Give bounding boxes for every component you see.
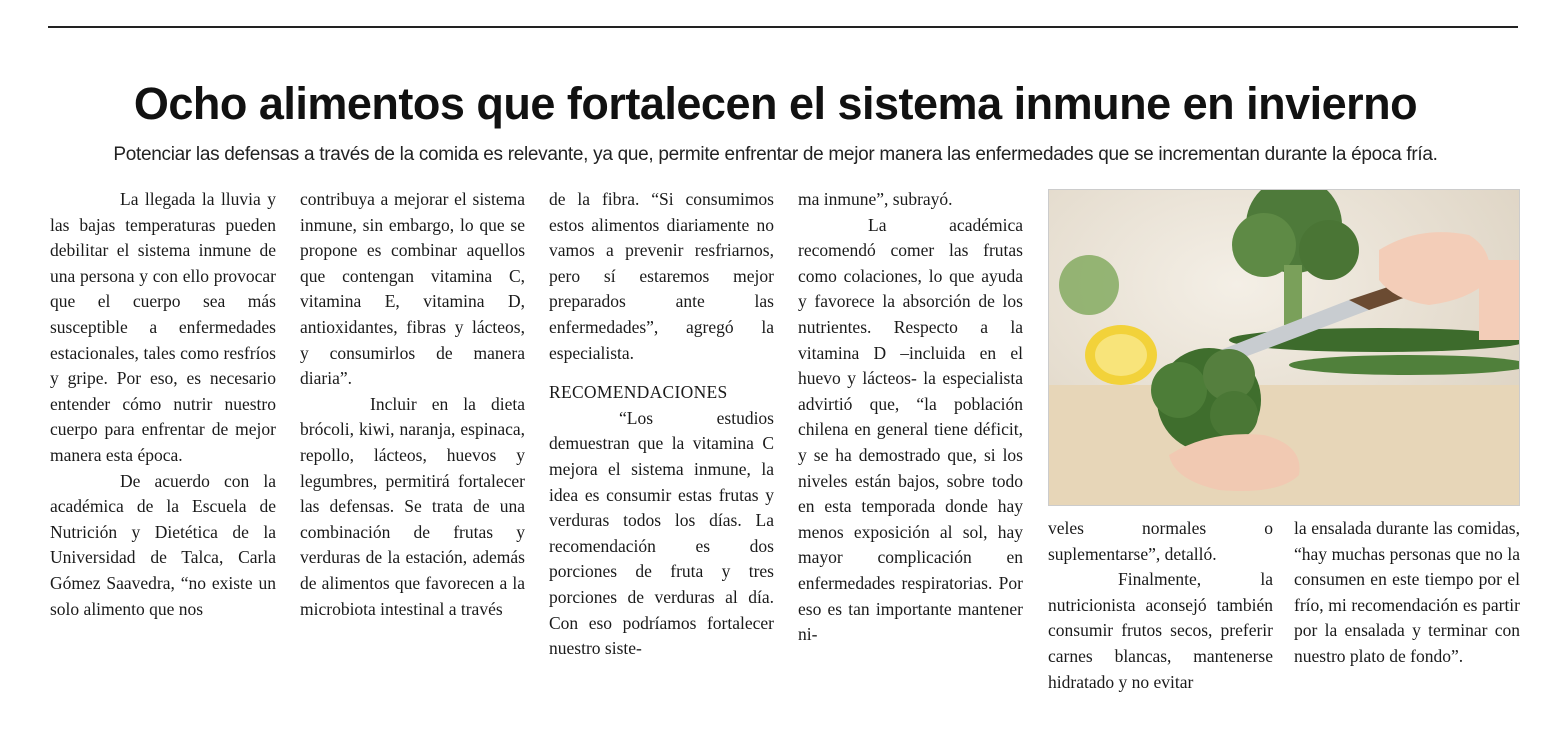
- paragraph-continuation: contribuya a mejorar el sistema inmune, sin embargo, lo que se propone es combinar aquellos que contengan vitamina C, vitamina E, vitamina D, antioxidantes, fibras y lácteos, y consumirlos de manera diaria”.: [300, 189, 525, 389]
- paragraph-continuation: veles normales o suplementarse”, detalló.: [1048, 518, 1273, 564]
- paragraph: La académica recomendó comer las frutas como colaciones, lo que ayuda y favorece la absorción de los nutrientes. Respecto a la vitamina D –incluida en el huevo y lácteos- la especialista advirtió que, “la población chilena en general tiene déficit, y se ha demostrado que, si los niveles están bajos, sobre todo en esta temporada donde hay menos exposición al sol, hay mayor complicación en enfermedades respiratorias. Por eso es tan importante mantener ni-: [798, 214, 1023, 645]
- paragraph: Finalmente, la nutricionista aconsejó también consumir frutos secos, preferir carnes blancas, mantenerse hidratado y no evitar: [1048, 569, 1273, 692]
- subheadline: Potenciar las defensas a través de la comida es relevante, ya que, permite enfrentar de mejor manera las enfermedades que se incrementan durante la época fría.: [113, 144, 1438, 165]
- top-rule: [48, 26, 1518, 28]
- article-photo: [1048, 189, 1520, 506]
- column-1: [50, 187, 276, 717]
- paragraph: Incluir en la dieta brócoli, kiwi, naranja, espinaca, repollo, lácteos, huevos y legumbres, permitirá fortalecer las defensas. Se trata de una combinación de frutas y verduras de la estación, además de alimentos que favorecen a la microbiota intestinal a través: [300, 393, 525, 619]
- paragraph-continuation: la ensalada durante las comidas, “hay muchas personas que no la consumen en este tiempo por el frío, mi recomendación es partir por la ensalada y terminar con nuestro plato de fondo”.: [1294, 518, 1520, 666]
- column-3: [549, 187, 774, 717]
- section-heading: RECOMENDACIONES: [549, 382, 728, 403]
- column-4: [798, 187, 1023, 717]
- paragraph: La llegada la lluvia y las bajas temperaturas pueden debilitar el sistema inmune de una persona y con ello provocar que el cuerpo sea más susceptible a enfermedades estacionales, tales como resfríos y gripe. Por eso, es necesario entender cómo nutrir nuestro cuerpo para enfrentar de mejor manera esta época.: [50, 189, 276, 465]
- column-6: [1294, 516, 1520, 722]
- headline: Ocho alimentos que fortalecen el sistema inmune en invierno: [133, 78, 1418, 129]
- paragraph: De acuerdo con la académica de la Escuela de Nutrición y Dietética de la Universidad de Talca, Carla Gómez Saavedra, “no existe un solo alimento que nos: [50, 470, 276, 619]
- column-2: [300, 187, 525, 717]
- column-5: [1048, 516, 1273, 722]
- paragraph-continuation: ma inmune”, subrayó.: [798, 189, 953, 209]
- paragraph: “Los estudios demuestran que la vitamina C mejora el sistema inmune, la idea es consumir estas frutas y verduras todos los días. La recomendación es dos porciones de fruta y tres porciones de verduras al día. Con eso podríamos fortalecer nuestro siste-: [549, 407, 774, 659]
- paragraph-continuation: de la fibra. “Si consumimos estos alimentos diariamente no vamos a prevenir resfriarnos, pero sí estaremos mejor preparados ante las enfermedades”, agregó la especialista.: [549, 189, 774, 363]
- broccoli-knife-illustration: [1049, 190, 1519, 505]
